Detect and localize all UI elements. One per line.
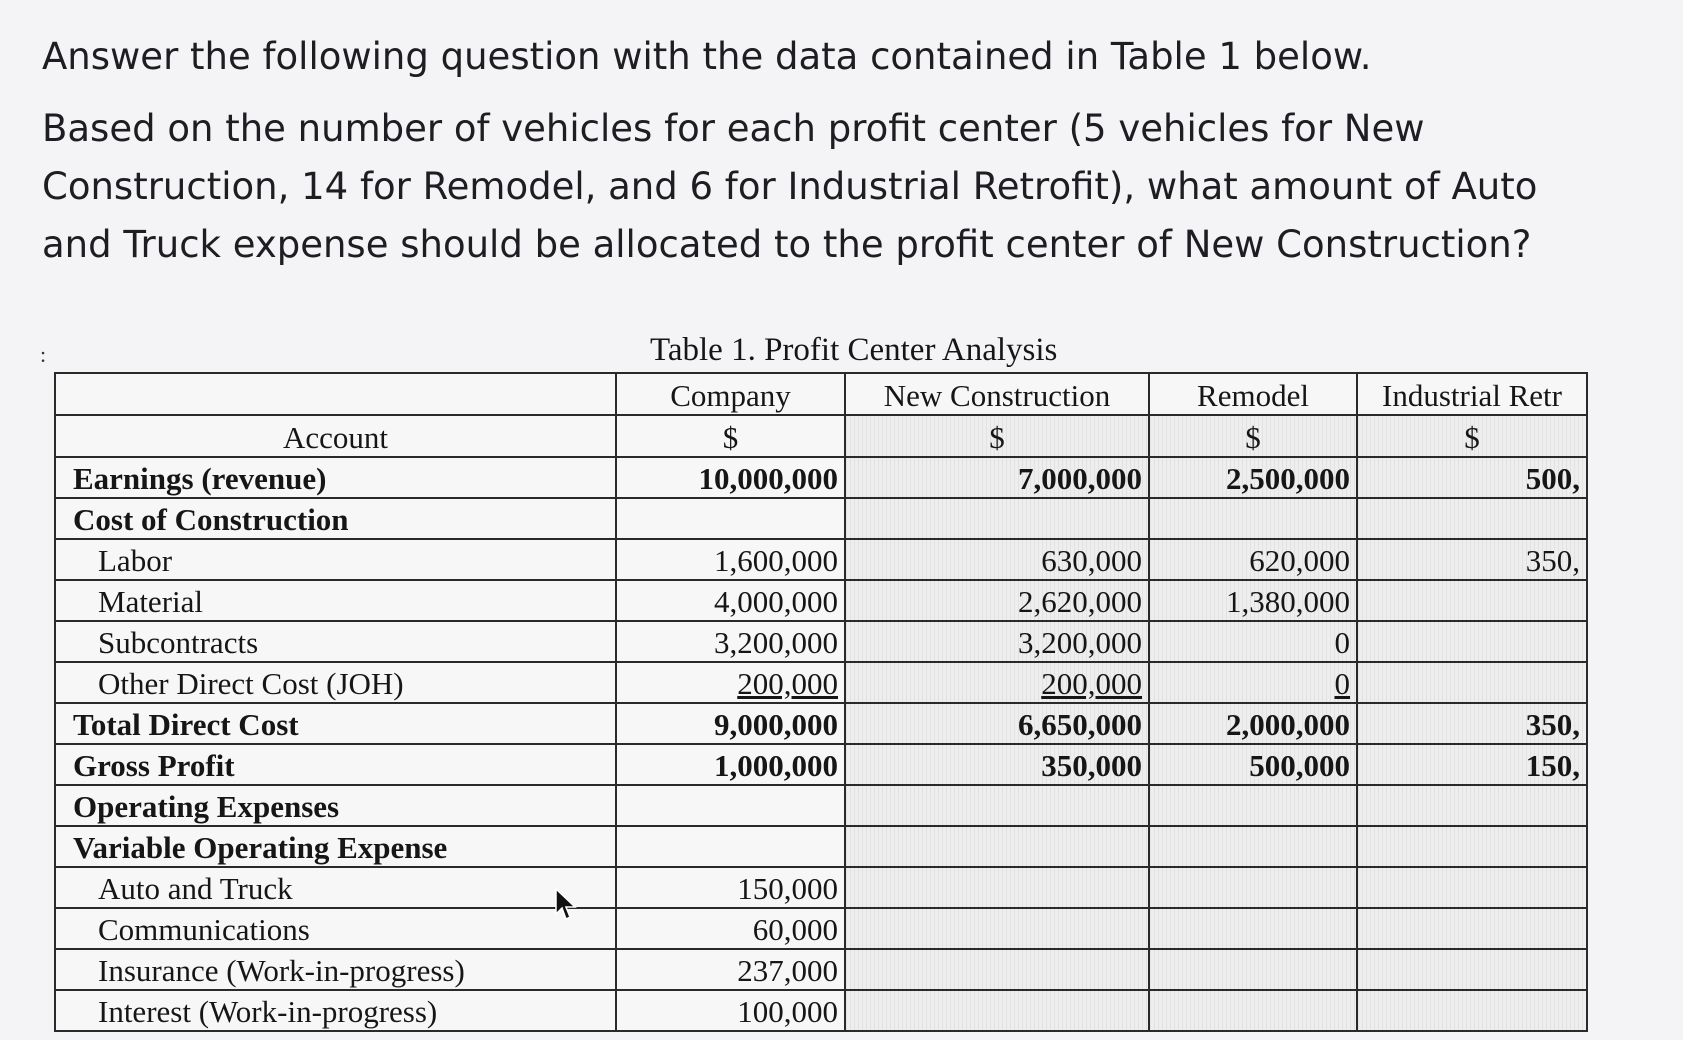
row-label: Interest (Work-in-progress) bbox=[55, 990, 616, 1031]
industrial-value bbox=[1357, 908, 1587, 949]
remodel-value: 1,380,000 bbox=[1149, 580, 1357, 621]
industrial-value: 500, bbox=[1357, 457, 1587, 498]
header-new-construction: New Construction bbox=[845, 373, 1149, 415]
company-value bbox=[616, 785, 845, 826]
remodel-value bbox=[1149, 826, 1357, 867]
table-row bbox=[55, 703, 1587, 744]
new-construction-value bbox=[845, 867, 1149, 908]
remodel-value bbox=[1149, 908, 1357, 949]
industrial-value bbox=[1357, 580, 1587, 621]
table-row bbox=[55, 621, 1587, 662]
row-label: Auto and Truck bbox=[55, 867, 616, 908]
company-value: 1,000,000 bbox=[616, 744, 845, 785]
table-row bbox=[55, 949, 1587, 990]
table-caption: Table 1. Profit Center Analysis bbox=[650, 332, 1058, 368]
new-construction-value bbox=[845, 908, 1149, 949]
industrial-value: 350, bbox=[1357, 539, 1587, 580]
remodel-value: 500,000 bbox=[1149, 744, 1357, 785]
new-construction-value: 3,200,000 bbox=[845, 621, 1149, 662]
company-value bbox=[616, 662, 845, 703]
row-label: Subcontracts bbox=[55, 621, 616, 662]
row-label: Communications bbox=[55, 908, 616, 949]
new-construction-value bbox=[845, 949, 1149, 990]
company-value: 4,000,000 bbox=[616, 580, 845, 621]
new-construction-value bbox=[845, 785, 1149, 826]
industrial-value bbox=[1357, 867, 1587, 908]
industrial-value bbox=[1357, 949, 1587, 990]
row-label: Variable Operating Expense bbox=[55, 826, 616, 867]
table-row bbox=[55, 662, 1587, 703]
remodel-value bbox=[1149, 990, 1357, 1031]
header-row-units bbox=[55, 415, 1587, 457]
question-intro: Answer the following question with the data contained in Table 1 below. bbox=[42, 35, 1372, 78]
new-construction-value: 2,620,000 bbox=[845, 580, 1149, 621]
industrial-value: 350, bbox=[1357, 703, 1587, 744]
remodel-value: 2,500,000 bbox=[1149, 457, 1357, 498]
company-value: 3,200,000 bbox=[616, 621, 845, 662]
new-construction-value bbox=[845, 990, 1149, 1031]
industrial-value bbox=[1357, 662, 1587, 703]
company-value: 60,000 bbox=[616, 908, 845, 949]
table-row bbox=[55, 580, 1587, 621]
table-row bbox=[55, 744, 1587, 785]
table-row bbox=[55, 990, 1587, 1031]
mouse-pointer-icon bbox=[554, 888, 580, 922]
question-text bbox=[42, 28, 1602, 274]
new-construction-value bbox=[845, 826, 1149, 867]
new-construction-value-underlined: 200,000 bbox=[1041, 666, 1142, 701]
remodel-value bbox=[1149, 949, 1357, 990]
industrial-value bbox=[1357, 498, 1587, 539]
header-row-names bbox=[55, 373, 1587, 415]
remodel-value: 2,000,000 bbox=[1149, 703, 1357, 744]
remodel-value bbox=[1149, 785, 1357, 826]
company-value: 1,600,000 bbox=[616, 539, 845, 580]
currency-company: $ bbox=[616, 415, 845, 457]
row-marker-icon: : bbox=[40, 342, 47, 367]
company-value bbox=[616, 826, 845, 867]
row-label: Cost of Construction bbox=[55, 498, 616, 539]
table-row bbox=[55, 785, 1587, 826]
company-value bbox=[616, 498, 845, 539]
table-row bbox=[55, 457, 1587, 498]
row-label: Labor bbox=[55, 539, 616, 580]
new-construction-value bbox=[845, 662, 1149, 703]
currency-remodel: $ bbox=[1149, 415, 1357, 457]
currency-industrial: $ bbox=[1357, 415, 1587, 457]
remodel-value-underlined: 0 bbox=[1334, 666, 1350, 701]
remodel-value: 620,000 bbox=[1149, 539, 1357, 580]
row-label: Gross Profit bbox=[55, 744, 616, 785]
table-row bbox=[55, 539, 1587, 580]
table-row bbox=[55, 867, 1587, 908]
currency-new-construction: $ bbox=[845, 415, 1149, 457]
company-value: 237,000 bbox=[616, 949, 845, 990]
remodel-value bbox=[1149, 867, 1357, 908]
new-construction-value: 630,000 bbox=[845, 539, 1149, 580]
question-body: Based on the number of vehicles for each profit center (5 vehicles for New Construction, 14 for Remodel, and 6 for Industrial Retrofit), what amount of Auto and Truck expense should be allocated to the profit center of New Construction? bbox=[42, 107, 1538, 266]
new-construction-value bbox=[845, 498, 1149, 539]
table-row bbox=[55, 826, 1587, 867]
profit-center-table-wrapper bbox=[54, 372, 1683, 1040]
company-value: 10,000,000 bbox=[616, 457, 845, 498]
company-value: 150,000 bbox=[616, 867, 845, 908]
industrial-value bbox=[1357, 785, 1587, 826]
industrial-value: 150, bbox=[1357, 744, 1587, 785]
profit-center-table bbox=[54, 372, 1588, 1032]
header-remodel: Remodel bbox=[1149, 373, 1357, 415]
table-row bbox=[55, 908, 1587, 949]
row-label: Operating Expenses bbox=[55, 785, 616, 826]
table-row bbox=[55, 498, 1587, 539]
new-construction-value: 6,650,000 bbox=[845, 703, 1149, 744]
header-account: Account bbox=[55, 415, 616, 457]
row-label: Insurance (Work-in-progress) bbox=[55, 949, 616, 990]
new-construction-value: 350,000 bbox=[845, 744, 1149, 785]
header-industrial-retrofit: Industrial Retr bbox=[1357, 373, 1587, 415]
company-value: 100,000 bbox=[616, 990, 845, 1031]
remodel-value: 0 bbox=[1149, 621, 1357, 662]
row-label: Material bbox=[55, 580, 616, 621]
industrial-value bbox=[1357, 621, 1587, 662]
new-construction-value: 7,000,000 bbox=[845, 457, 1149, 498]
industrial-value bbox=[1357, 990, 1587, 1031]
header-blank bbox=[55, 373, 616, 415]
row-label: Other Direct Cost (JOH) bbox=[55, 662, 616, 703]
header-company: Company bbox=[616, 373, 845, 415]
row-label: Earnings (revenue) bbox=[55, 457, 616, 498]
remodel-value bbox=[1149, 498, 1357, 539]
company-value-underlined: 200,000 bbox=[737, 666, 838, 701]
industrial-value bbox=[1357, 826, 1587, 867]
row-label: Total Direct Cost bbox=[55, 703, 616, 744]
remodel-value bbox=[1149, 662, 1357, 703]
company-value: 9,000,000 bbox=[616, 703, 845, 744]
